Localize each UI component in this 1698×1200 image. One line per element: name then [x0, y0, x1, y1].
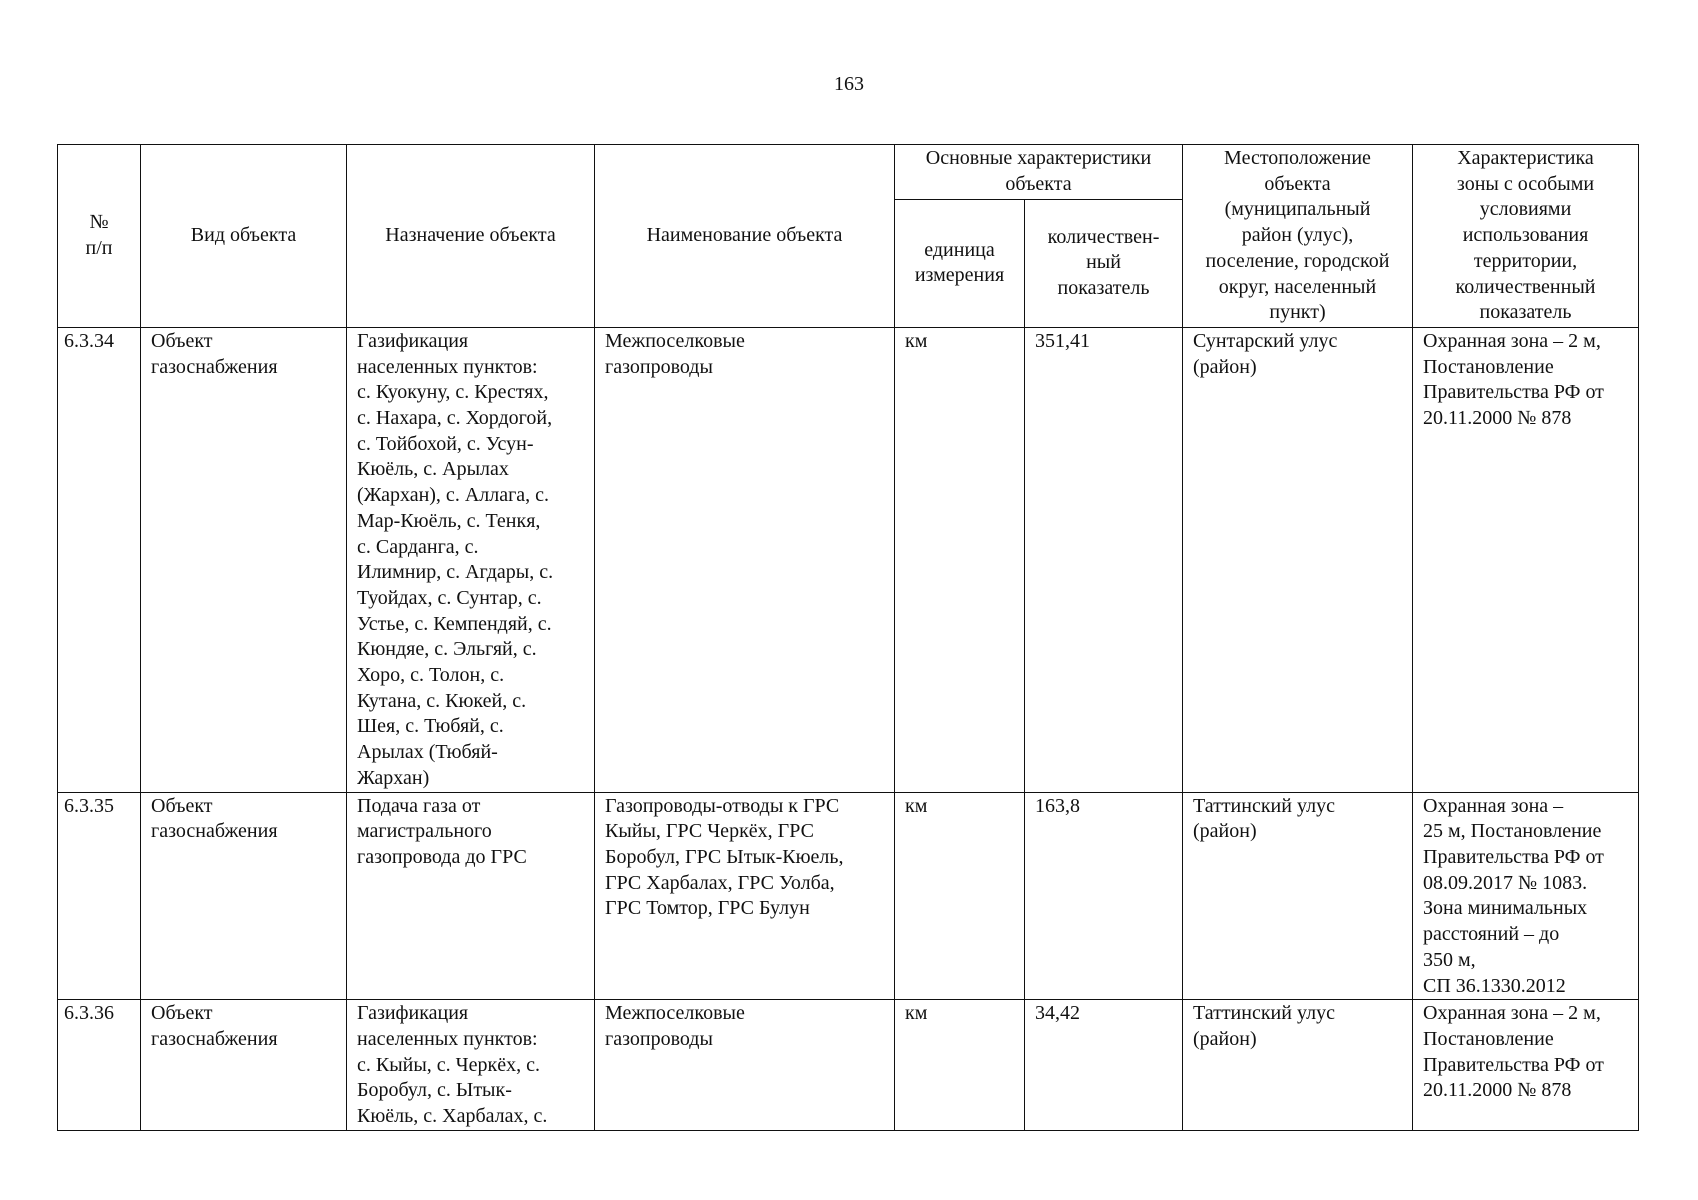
text-line: 6.3.35 — [64, 794, 114, 817]
cell-location — [1183, 792, 1413, 1000]
text-line: 20.11.2000 № 878 — [1423, 1079, 1572, 1102]
text-line: объекта — [1005, 172, 1072, 195]
cell-unit — [895, 1000, 1025, 1131]
text-line: (муниципальный — [1224, 198, 1371, 221]
text-line: Газификация — [357, 1002, 469, 1025]
table-header — [58, 145, 1639, 328]
text-line: 25 м, Постановление — [1423, 820, 1602, 843]
text-line: Кюёль, с. Харбалах, с. — [357, 1105, 548, 1128]
text-line: пункт) — [1269, 301, 1326, 324]
text-line: 351,41 — [1035, 329, 1090, 352]
text-line: км — [905, 1002, 928, 1025]
cell-num — [58, 327, 141, 792]
text-line: Мар-Кюёль, с. Тенкя, — [357, 509, 541, 532]
text-line: Зона минимальных — [1423, 897, 1588, 920]
text-line: условиями — [1479, 198, 1572, 221]
text-line: Кутана, с. Кюкей, с. — [357, 689, 527, 712]
header-row-top — [58, 145, 1639, 200]
text-line: измерения — [914, 264, 1005, 287]
cell-object-name — [595, 327, 895, 792]
text-line: Устье, с. Кемпендяй, с. — [357, 612, 552, 635]
cell-zone-characteristics — [1413, 1000, 1639, 1131]
text-line: км — [905, 794, 928, 817]
text-line: Постановление — [1423, 1027, 1554, 1050]
text-line: расстояний – до — [1423, 923, 1560, 946]
cell-object-name — [595, 1000, 895, 1131]
text-line: округ, населенный — [1218, 275, 1377, 298]
cell-object-type — [141, 792, 347, 1000]
text-line: с. Куокуну, с. Крестях, — [357, 381, 549, 404]
text-line: Межпоселковые — [605, 329, 745, 352]
text-line: с. Тойбохой, с. Усун- — [357, 432, 534, 455]
text-line: 6.3.34 — [64, 329, 114, 352]
text-line: Подача газа от — [357, 794, 481, 817]
text-line: газоснабжения — [151, 1027, 278, 1050]
text-line: Кюндяе, с. Эльгяй, с. — [357, 638, 537, 661]
text-line: Шея, с. Тюбяй, с. — [357, 715, 504, 738]
header-unit — [895, 199, 1025, 327]
header-zone-characteristics — [1413, 145, 1639, 328]
text-line: Жархан) — [357, 766, 430, 789]
cell-unit — [895, 327, 1025, 792]
text-line: газопроводы — [605, 355, 713, 378]
text-line: Местоположение — [1224, 147, 1371, 169]
text-line: территории, — [1473, 249, 1578, 272]
cell-object-purpose — [347, 327, 595, 792]
text-line: газоснабжения — [151, 820, 278, 843]
text-line: Правительства РФ от — [1423, 845, 1604, 868]
text-line: Хоро, с. Толон, с. — [357, 664, 505, 687]
text-line: (район) — [1193, 355, 1257, 378]
table-row — [58, 1000, 1639, 1131]
text-line: Таттинский улус — [1193, 794, 1335, 817]
text-line: Правительства РФ от — [1423, 381, 1604, 404]
text-line: с. Нахара, с. Хордогой, — [357, 407, 553, 430]
cell-location — [1183, 327, 1413, 792]
text-line: км — [905, 329, 928, 352]
text-line: Туойдах, с. Сунтар, с. — [357, 586, 542, 609]
header-location — [1183, 145, 1413, 328]
text-line: Наименование объекта — [646, 224, 843, 247]
text-line: 163,8 — [1035, 794, 1080, 817]
text-line: район (улус), — [1241, 224, 1354, 247]
header-num — [58, 145, 141, 328]
text-line: (Жархан), с. Аллага, с. — [357, 484, 550, 507]
text-line: Постановление — [1423, 355, 1554, 378]
cell-zone-characteristics — [1413, 792, 1639, 1000]
text-line: Объект — [151, 794, 213, 817]
text-line: использования — [1462, 224, 1589, 247]
text-line: показатель — [1057, 277, 1150, 300]
text-line: Сунтарский улус — [1193, 329, 1338, 352]
text-line: газопроводы — [605, 1027, 713, 1050]
text-line: Боробул, с. Ытык- — [357, 1079, 512, 1102]
text-line: населенных пунктов: — [357, 355, 538, 378]
text-line: Таттинский улус — [1193, 1002, 1335, 1025]
text-line: Боробул, ГРС Ытык-Кюель, — [605, 845, 844, 868]
header-quantity — [1025, 199, 1183, 327]
text-line: газопровода до ГРС — [357, 845, 527, 868]
cell-num — [58, 792, 141, 1000]
cell-object-purpose — [347, 792, 595, 1000]
header-object-type — [141, 145, 347, 328]
text-line: (район) — [1193, 820, 1257, 843]
cell-unit — [895, 792, 1025, 1000]
text-line: ГРС Харбалах, ГРС Уолба, — [605, 871, 835, 894]
table-body — [58, 327, 1639, 1130]
text-line: Основные характеристики — [925, 147, 1152, 170]
text-line: Охранная зона – 2 м, — [1423, 1002, 1601, 1025]
text-line: 350 м, — [1423, 948, 1476, 971]
text-line: газоснабжения — [151, 355, 278, 378]
cell-quantity — [1025, 327, 1183, 792]
text-line: Объект — [151, 1002, 213, 1025]
cell-quantity — [1025, 792, 1183, 1000]
text-line: СП 36.1330.2012 — [1423, 974, 1566, 997]
text-line: № — [89, 211, 109, 234]
text-line: Охранная зона – — [1423, 794, 1564, 817]
text-line: количественный — [1455, 275, 1596, 298]
text-line: магистрального — [357, 820, 492, 843]
header-object-name — [595, 145, 895, 328]
table-row — [58, 792, 1639, 1000]
text-line: 34,42 — [1035, 1002, 1080, 1025]
header-main-characteristics — [895, 145, 1183, 200]
text-line: Арылах (Тюбяй- — [357, 741, 498, 764]
text-line: с. Сарданга, с. — [357, 535, 479, 558]
text-line: показатель — [1479, 301, 1572, 324]
text-line: Характеристика — [1457, 147, 1594, 169]
text-line: Назначение объекта — [385, 224, 556, 247]
cell-object-type — [141, 1000, 347, 1131]
text-line: населенных пунктов: — [357, 1027, 538, 1050]
cell-object-type — [141, 327, 347, 792]
text-line: ный — [1086, 251, 1121, 274]
text-line: количествен- — [1047, 225, 1160, 248]
text-line: Газификация — [357, 329, 469, 352]
text-line: п/п — [85, 236, 113, 259]
cell-object-name — [595, 792, 895, 1000]
text-line: зоны с особыми — [1456, 172, 1595, 195]
text-line: ГРС Томтор, ГРС Булун — [605, 897, 810, 920]
text-line: единица — [924, 238, 995, 261]
cell-num — [58, 1000, 141, 1131]
text-line: Кюёль, с. Арылах — [357, 458, 509, 481]
text-line: Межпоселковые — [605, 1002, 745, 1025]
registry-table — [57, 144, 1639, 1131]
header-object-purpose — [347, 145, 595, 328]
text-line: с. Кыйы, с. Черкёх, с. — [357, 1053, 541, 1076]
text-line: Вид объекта — [190, 224, 297, 247]
text-line: Кыйы, ГРС Черкёх, ГРС — [605, 820, 814, 843]
text-line: объекта — [1264, 172, 1331, 195]
page-number: 163 — [834, 73, 864, 95]
text-line: (район) — [1193, 1027, 1257, 1050]
text-line: Охранная зона – 2 м, — [1423, 329, 1601, 352]
text-line: поселение, городской — [1205, 249, 1390, 272]
text-line: Илимнир, с. Агдары, с. — [357, 561, 554, 584]
text-line: Объект — [151, 329, 213, 352]
cell-quantity — [1025, 1000, 1183, 1131]
text-line: Правительства РФ от — [1423, 1053, 1604, 1076]
cell-zone-characteristics — [1413, 327, 1639, 792]
text-line: 6.3.36 — [64, 1002, 114, 1025]
table-row — [58, 327, 1639, 792]
text-line: 08.09.2017 № 1083. — [1423, 871, 1588, 894]
text-line: Газопроводы-отводы к ГРС — [605, 794, 840, 817]
cell-object-purpose — [347, 1000, 595, 1131]
cell-location — [1183, 1000, 1413, 1131]
text-line: 20.11.2000 № 878 — [1423, 407, 1572, 430]
